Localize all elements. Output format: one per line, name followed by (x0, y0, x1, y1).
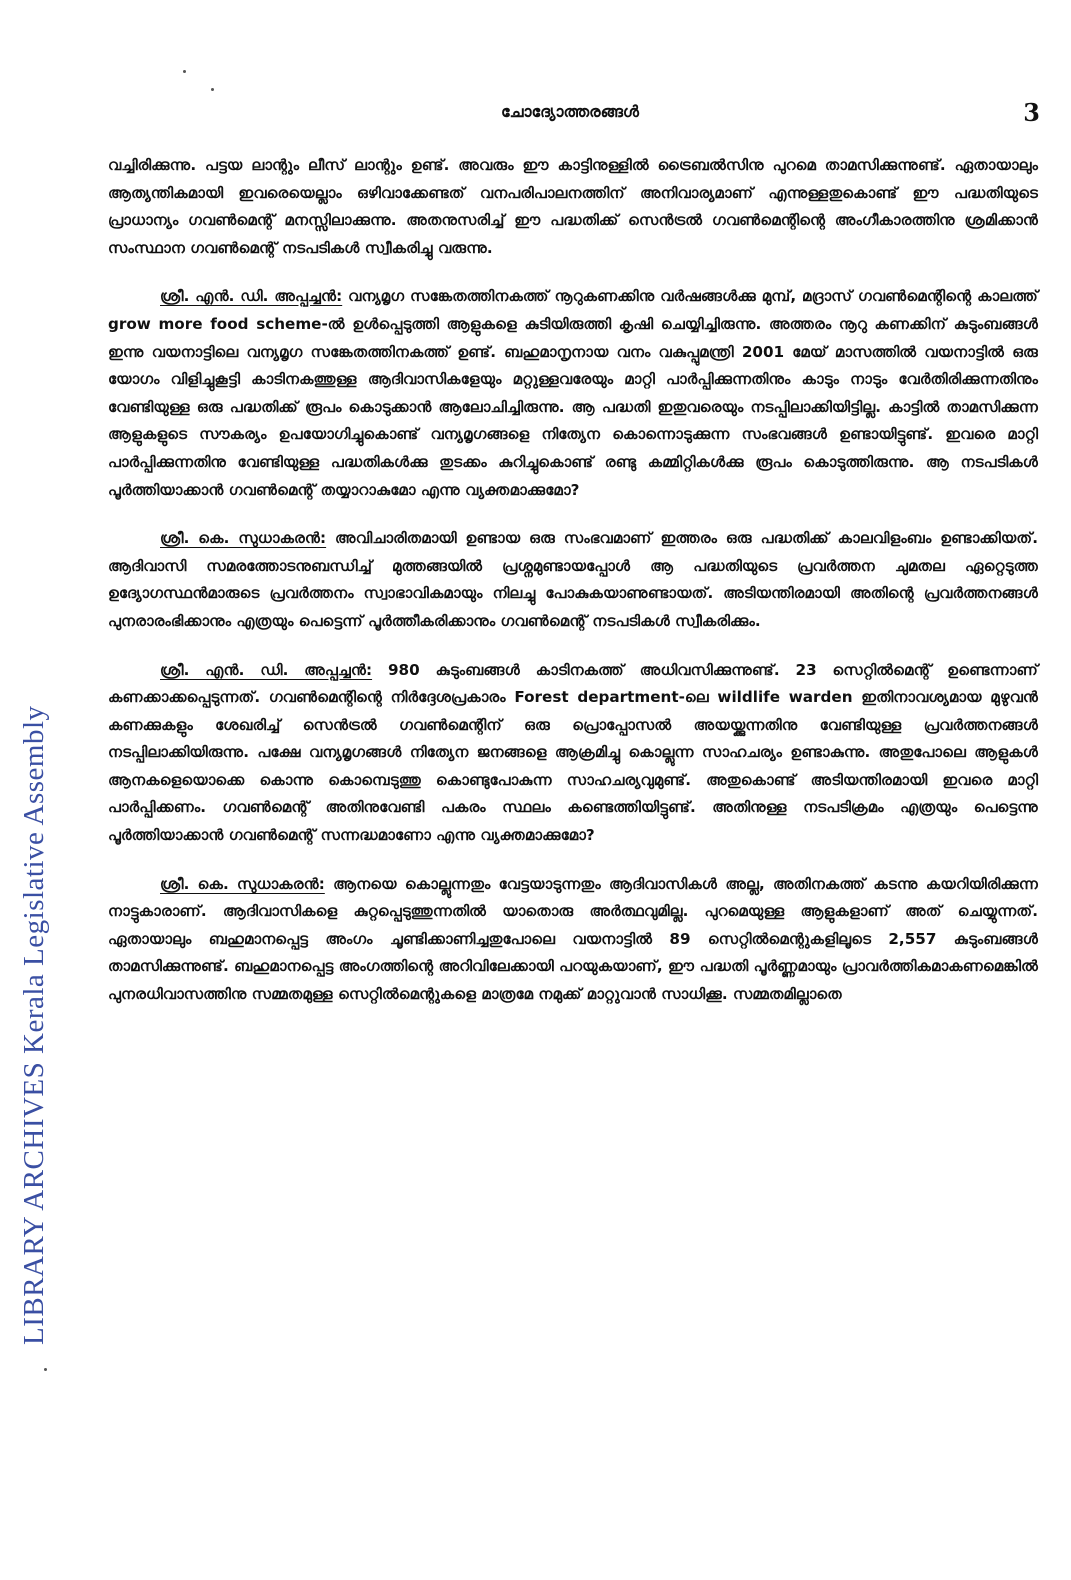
speaker-name: ശ്രീ. കെ. സുധാകരൻ: (160, 874, 325, 893)
scan-speck (44, 1368, 47, 1371)
paragraph (108, 525, 1038, 635)
paragraph-text: ആനയെ കൊല്ലുന്നതും വേട്ടയാടുന്നതും ആദിവാസികൾ അല്ല, അതിനകത്ത് കടന്നു കയറിയിരിക്കുന്ന നാട്ടുകാരാണ്. ആദിവാസികളെ കുറ്റപ്പെടുത്തുന്നതിൽ യാതൊരു അർത്ഥവുമില്ല. പുറമെയുള്ള ആളുകളാണ് അത് ചെയ്യുന്നത്. ഏതായാലും ബഹുമാനപ്പെട്ട അംഗം ചൂണ്ടിക്കാണിച്ചതുപോലെ വയനാട്ടിൽ 89 സെറ്റിൽമെന്റുകളിലൂടെ 2,557 കുടുംബങ്ങൾ താമസിക്കുന്നുണ്ട്. ബഹുമാനപ്പെട്ട അംഗത്തിന്റെ അറിവിലേക്കായി പറയുകയാണ്, ഈ പദ്ധതി പൂർണ്ണമായും പ്രാവർത്തികമാകണമെങ്കിൽ പുനരധിവാസത്തിനു സമ്മതമുള്ള സെറ്റിൽമെന്റുകളെ മാത്രമേ നമുക്ക് മാറ്റുവാൻ സാധിക്കൂ. സമ്മതമില്ലാതെ (108, 874, 1038, 1004)
paragraph-text: വന്യമൃഗ സങ്കേതത്തിനകത്ത് നൂറുകണക്കിനു വർഷങ്ങൾക്കു മുമ്പ്, മദ്രാസ് ഗവൺമെന്റിന്റെ കാലത്ത് grow more food scheme-ൽ ഉൾപ്പെടുത്തി ആളുകളെ കുടിയിരുത്തി കൃഷി ചെയ്യിച്ചിരുന്നു. അത്തരം നൂറു കണക്കിന് കുടുംബങ്ങൾ ഇന്നു വയനാട്ടിലെ വന്യമൃഗ സങ്കേതത്തിനകത്ത് ഉണ്ട്. ബഹുമാനൃനായ വനം വകുപ്പുമന്ത്രി 2001 മേയ് മാസത്തിൽ വയനാട്ടിൽ ഒരു യോഗം വിളിച്ചുകൂട്ടി കാടിനകത്തുള്ള ആദിവാസികളേയും മറ്റുള്ളവരേയും മാറ്റി പാർപ്പിക്കുന്നതിനും കാടും നാടും വേർതിരിക്കുന്നതിനും വേണ്ടിയുള്ള ഒരു പദ്ധതിക്ക് രൂപം കൊടുക്കാൻ ആലോചിച്ചിരുന്നു. ആ പദ്ധതി ഇതുവരെയും നടപ്പിലാക്കിയിട്ടില്ല. കാട്ടിൽ താമസിക്കുന്ന ആളുകളുടെ സൗകര്യം ഉപയോഗിച്ചുകൊണ്ട് വന്യമൃഗങ്ങളെ നിത്യേന കൊന്നൊടുക്കുന്ന സംഭവങ്ങൾ ഉണ്ടായിട്ടുണ്ട്. ഇവരെ മാറ്റി പാർപ്പിക്കുന്നതിനു വേണ്ടിയുള്ള പദ്ധതികൾക്കു തുടക്കം കുറിച്ചുകൊണ്ട് രണ്ടു കമ്മിറ്റികൾക്കു രൂപം കൊടുത്തിരുന്നു. ആ നടപടികൾ പൂർത്തിയാക്കാൻ ഗവൺമെന്റ് തയ്യാറാകുമോ എന്നു വ്യക്തമാക്കുമോ? (108, 287, 1039, 499)
running-head: ചോദ്യോത്തരങ്ങൾ (501, 102, 639, 121)
speaker-name: ശ്രീ. എൻ. ഡി. അപ്പച്ചൻ: (160, 660, 373, 679)
speaker-name: ശ്രീ. കെ. സുധാകരൻ: (160, 529, 327, 548)
paragraph (108, 871, 1038, 1009)
page-body (108, 152, 1038, 1009)
paragraph-text: അവിചാരിതമായി ഉണ്ടായ ഒരു സംഭവമാണ് ഇത്തരം ഒരു പദ്ധതിക്ക് കാലവിളംബം ഉണ്ടാക്കിയത്. ആദിവാസി സമരത്തോടനുബന്ധിച്ച് മുത്തങ്ങയിൽ പ്രശ്നമുണ്ടായപ്പോൾ ആ പദ്ധതിയുടെ പ്രവർത്തന ചുമതല ഏറ്റെടുത്ത ഉദ്യോഗസ്ഥൻമാരുടെ പ്രവർത്തനം സ്വാഭാവികമായും നിലച്ചു പോകുകയാണുണ്ടായത്. അടിയന്തിരമായി അതിന്റെ പ്രവർത്തനങ്ങൾ പുനരാരംഭിക്കാനും എത്രയും പെട്ടെന്ന് പൂർത്തീകരിക്കാനും ഗവൺമെന്റ് നടപടികൾ സ്വീകരിക്കും. (108, 529, 1038, 630)
speaker-name: ശ്രീ. എൻ. ഡി. അപ്പച്ചൻ: (160, 287, 343, 306)
page-number: 3 (1023, 98, 1040, 127)
paragraph (108, 283, 1038, 504)
page-header (100, 98, 1040, 128)
archive-watermark: LIBRARY ARCHIVES Kerala Legislative Assembly (18, 705, 50, 1345)
paragraph (108, 152, 1038, 262)
paragraph-text: 980 കുടുംബങ്ങൾ കാടിനകത്ത് അധിവസിക്കുന്നുണ്ട്. 23 സെറ്റിൽമെന്റ് ഉണ്ടെന്നാണ് കണക്കാക്കപ്പെടുന്നത്. ഗവൺമെന്റിന്റെ നിർദ്ദേശപ്രകാരം Forest department-ലെ wildlife warden ഇതിനാവശ്യമായ മുഴുവൻ കണക്കുകളും ശേഖരിച്ച് സെൻട്രൽ ഗവൺമെന്റിന് ഒരു പ്രൊപ്പോസൽ അയയ്ക്കുന്നതിനു വേണ്ടിയുള്ള പ്രവർത്തനങ്ങൾ നടപ്പിലാക്കിയിരുന്നു. പക്ഷേ വന്യമൃഗങ്ങൾ നിത്യേന ജനങ്ങളെ ആക്രമിച്ചു കൊല്ലുന്ന സാഹചര്യം ഉണ്ടാകുന്നു. അതുപോലെ ആളുകൾ ആനകളെയൊക്കെ കൊന്നു കൊമ്പെടുത്തു കൊണ്ടുപോകുന്ന സാഹചര്യവുമുണ്ട്. അതുകൊണ്ട് അടിയന്തിരമായി ഇവരെ മാറ്റി പാർപ്പിക്കണം. ഗവൺമെന്റ് അതിനുവേണ്ടി പകരം സ്ഥലം കണ്ടെത്തിയിട്ടുണ്ട്. അതിനുള്ള നടപടിക്രമം എത്രയും പെട്ടെന്നു പൂർത്തിയാക്കാൻ ഗവൺമെന്റ് സന്നദ്ധമാണോ എന്നു വ്യക്തമാക്കുമോ? (108, 660, 1038, 845)
paragraph-text: വച്ചിരിക്കുന്നു. പട്ടയ ലാന്റും ലീസ് ലാന്റും ഉണ്ട്. അവരും ഈ കാട്ടിനുള്ളിൽ ട്രൈബൽസിനു പുറമെ താമസിക്കുന്നുണ്ട്. ഏതായാലും ആത്യന്തികമായി ഇവരെയെല്ലാം ഒഴിവാക്കേണ്ടത് വനപരിപാലനത്തിന് അനിവാര്യമാണ് എന്നുള്ളതുകൊണ്ട് ഈ പദ്ധതിയുടെ പ്രാധാന്യം ഗവൺമെന്റ് മനസ്സിലാക്കുന്നു. അതനുസരിച്ച് ഈ പദ്ധതിക്ക് സെൻട്രൽ ഗവൺമെന്റിന്റെ അംഗീകാരത്തിനു ശ്രമിക്കാൻ സംസ്ഥാന ഗവൺമെന്റ് നടപടികൾ സ്വീകരിച്ചു വരുന്നു. (108, 156, 1038, 257)
paragraph (108, 657, 1038, 850)
scan-speck (183, 70, 186, 73)
scan-speck (211, 88, 214, 91)
